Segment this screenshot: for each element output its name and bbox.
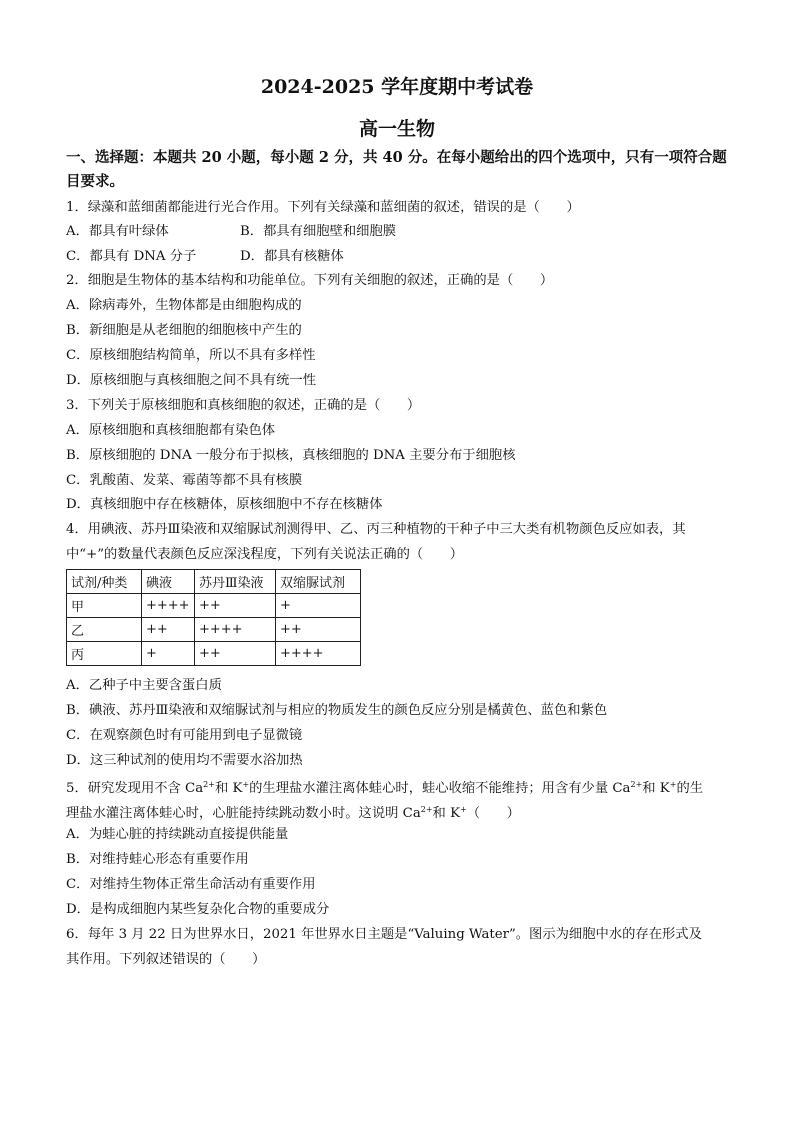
q3-stem: 3．下列关于原核细胞和真核细胞的叙述，正确的是（ ） bbox=[66, 398, 421, 413]
q2-option-c: C．原核细胞结构简单，所以不具有多样性 bbox=[66, 348, 316, 363]
q1-stem: 1．绿藻和蓝细菌都能进行光合作用。下列有关绿藻和蓝细菌的叙述，错误的是（ ） bbox=[66, 200, 580, 215]
q4-stem-line1: 4．用碘液、苏丹Ⅲ染液和双缩脲试剂测得甲、乙、丙三种植物的干种子中三大类有机物颜色反应如表，其 bbox=[66, 522, 686, 537]
q1-option-d: D．都具有核糖体 bbox=[240, 249, 344, 264]
table-cell: + bbox=[276, 594, 361, 618]
q3-option-a: A．原核细胞和真核细胞都有染色体 bbox=[66, 423, 276, 438]
table-header-row bbox=[67, 570, 361, 594]
q5-option-c: C．对维持生物体正常生命活动有重要作用 bbox=[66, 877, 316, 892]
reagent-table bbox=[66, 569, 361, 666]
exam-title: 2024-2025 学年度期中考试卷 bbox=[260, 76, 534, 98]
table-cell: ++++ bbox=[195, 618, 276, 642]
q4-option-c: C．在观察颜色时有可能用到电子显微镜 bbox=[66, 728, 303, 743]
q2-option-b: B．新细胞是从老细胞的细胞核中产生的 bbox=[66, 323, 302, 338]
q4-option-a: A．乙种子中主要含蛋白质 bbox=[66, 678, 222, 693]
table-cell: ++++ bbox=[276, 642, 361, 666]
q5-option-d: D．是构成细胞内某些复杂化合物的重要成分 bbox=[66, 902, 330, 917]
q3-option-b: B．原核细胞的 DNA 一般分布于拟核，真核细胞的 DNA 主要分布于细胞核 bbox=[66, 448, 516, 463]
table-header-cell: 碘液 bbox=[142, 570, 195, 594]
table-cell: + bbox=[142, 642, 195, 666]
table-row bbox=[67, 594, 361, 618]
q3-option-d: D．真核细胞中存在核糖体，原核细胞中不存在核糖体 bbox=[66, 497, 383, 512]
table-row bbox=[67, 618, 361, 642]
table-cell: ++ bbox=[142, 618, 195, 642]
q1-option-c: C．都具有 DNA 分子 bbox=[66, 249, 197, 264]
q1-option-a: A．都具有叶绿体 bbox=[66, 224, 169, 239]
table-cell: ++ bbox=[195, 642, 276, 666]
q5-option-a: A．为蛙心脏的持续跳动直接提供能量 bbox=[66, 827, 289, 842]
q5-stem-line1: 5．研究发现用不含 $Ca^{2+}$和 K+的生理盐水灌注离体蛙心时，蛙心收缩不能维持；用含有少量 $Ca^{2+}$和 K+的生 bbox=[66, 780, 704, 796]
table-header-cell: 苏丹Ⅲ染液 bbox=[195, 570, 276, 594]
table-cell: ++ bbox=[195, 594, 276, 618]
q3-option-c: C．乳酸菌、发菜、霉菌等都不具有核膜 bbox=[66, 473, 303, 488]
q4-option-b: B．碘液、苏丹Ⅲ染液和双缩脲试剂与相应的物质发生的颜色反应分别是橘黄色、蓝色和紫色 bbox=[66, 703, 608, 718]
table-header-cell: 双缩脲试剂 bbox=[276, 570, 361, 594]
q6-stem-line2: 其作用。下列叙述错误的（ ） bbox=[66, 952, 266, 967]
table-cell: 丙 bbox=[67, 642, 142, 666]
q2-option-a: A．除病毒外，生物体都是由细胞构成的 bbox=[66, 298, 302, 313]
q5-stem-line2: 理盐水灌注离体蛙心时，心脏能持续跳动数小时。这说明 $Ca^{2+}$和 K+（ ） bbox=[66, 805, 520, 821]
q4-stem-line2: 中“+”的数量代表颜色反应深浅程度，下列有关说法正确的（ ） bbox=[66, 547, 464, 562]
table-header-cell: 试剂/种类 bbox=[67, 570, 142, 594]
q5-option-b: B．对维持蛙心形态有重要作用 bbox=[66, 852, 249, 867]
q4-option-d: D．这三种试剂的使用均不需要水浴加热 bbox=[66, 753, 303, 768]
q2-option-d: D．原核细胞与真核细胞之间不具有统一性 bbox=[66, 373, 317, 388]
table-row bbox=[67, 642, 361, 666]
q2-stem: 2．细胞是生物体的基本结构和功能单位。下列有关细胞的叙述，正确的是（ ） bbox=[66, 273, 554, 288]
table-cell: ++ bbox=[276, 618, 361, 642]
q6-stem-line1: 6．每年 3 月 22 日为世界水日，2021 年世界水日主题是“Valuing Water”。图示为细胞中水的存在形式及 bbox=[66, 927, 702, 942]
subject-title: 高一生物 bbox=[358, 118, 435, 140]
section-heading: 一、选择题：本题共 20 小题，每小题 2 分，共 40 分。在每小题给出的四个选项中，只有一项符合题目要求。 bbox=[66, 149, 727, 190]
table-cell: ++++ bbox=[142, 594, 195, 618]
table-cell: 乙 bbox=[67, 618, 142, 642]
q1-option-b: B．都具有细胞壁和细胞膜 bbox=[240, 224, 397, 239]
table-cell: 甲 bbox=[67, 594, 142, 618]
